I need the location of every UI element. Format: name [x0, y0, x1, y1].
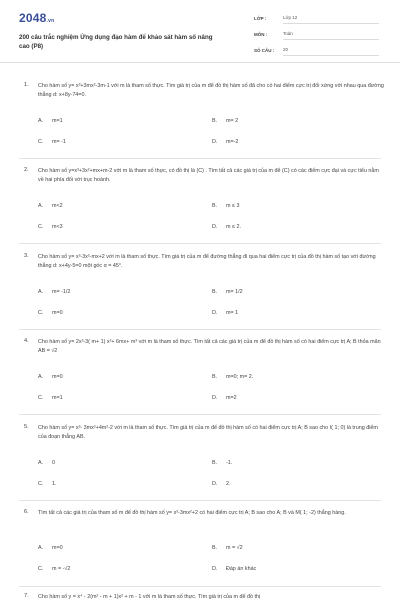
- option-value: m=0: [52, 545, 63, 551]
- option-c[interactable]: [38, 139, 66, 145]
- divider: [19, 158, 381, 159]
- question-text: Cho hàm số y= x³+3mx²-3m-1 với m là tham số thực. Tìm giá trị của m để đồ thị hàm số đã cho có hai điểm cực trị đối xứng với nhau qua đường thẳng d: x+8y-74=0.: [38, 83, 384, 98]
- option-label: C.: [38, 139, 44, 145]
- question-number: 7.: [24, 593, 29, 599]
- option-c[interactable]: [38, 481, 57, 487]
- meta-label-count: SỐ CÂU :: [254, 48, 275, 53]
- option-a[interactable]: [38, 118, 63, 124]
- divider: [19, 500, 381, 501]
- option-value: m ≤ 3: [226, 203, 240, 209]
- question-2: [24, 167, 384, 239]
- question-number: 6.: [24, 509, 29, 515]
- option-b[interactable]: [212, 460, 232, 466]
- question-text: Cho hàm số y= x³-3x²-mx+2 với m là tham số thực. Tìm giá trị của m để đường thẳng đi qua hai điểm cực trị của đồ thị hàm số tạo với đường thẳng d: x+4y-5=0 một góc α = 45°.: [38, 254, 376, 269]
- option-value: m=1: [52, 395, 63, 401]
- question-number: 1.: [24, 82, 29, 88]
- option-b[interactable]: [212, 374, 253, 380]
- option-d[interactable]: [212, 566, 256, 572]
- divider: [19, 414, 381, 415]
- option-value: -1.: [226, 460, 233, 466]
- option-label: B.: [212, 460, 218, 466]
- option-b[interactable]: [212, 118, 238, 124]
- option-value: m = √2: [226, 545, 243, 551]
- option-label: C.: [38, 481, 44, 487]
- option-c[interactable]: [38, 395, 63, 401]
- option-label: D.: [212, 224, 218, 230]
- option-label: B.: [212, 118, 218, 124]
- option-label: D.: [212, 481, 218, 487]
- option-b[interactable]: [212, 545, 243, 551]
- option-value: m= 1/2: [226, 289, 243, 295]
- divider: [19, 243, 381, 244]
- option-c[interactable]: [38, 224, 63, 230]
- question-3: [24, 253, 384, 325]
- meta-value-class: Lớp 12: [283, 15, 379, 24]
- meta-value-subject: Toán: [283, 31, 379, 40]
- option-label: B.: [212, 374, 218, 380]
- option-value: m=-2: [226, 139, 239, 145]
- meta-label-class: LỚP :: [254, 16, 267, 21]
- option-label: D.: [212, 310, 218, 316]
- option-value: m= -1: [52, 139, 66, 145]
- question-text: Cho hàm số y= x³- 3mx²+4m²-2 với m là tham số thực. Tìm giá trị của m để đồ thị hàm số có hai điểm cực trị A; B sao cho I( 1; 0) là trung điểm của đoạn thẳng AB.: [38, 425, 378, 440]
- option-label: B.: [212, 289, 218, 295]
- option-value: m<2: [52, 203, 63, 209]
- question-1: [24, 82, 384, 154]
- option-label: B.: [212, 203, 218, 209]
- option-a[interactable]: [38, 203, 63, 209]
- option-value: m=0: [52, 374, 63, 380]
- option-c[interactable]: [38, 566, 70, 572]
- option-a[interactable]: [38, 545, 63, 551]
- option-value: m= -1/2: [52, 289, 71, 295]
- option-value: m ≤ 2.: [226, 224, 241, 230]
- meta-value-count: 20: [283, 47, 379, 56]
- option-d[interactable]: [212, 395, 237, 401]
- option-label: C.: [38, 310, 44, 316]
- question-6: [24, 509, 384, 581]
- option-d[interactable]: [212, 481, 231, 487]
- option-value: m= 2: [226, 118, 239, 124]
- question-text: Cho hàm số y=x³+3x²+mx+m-2 với m là tham số thực, có đồ thị là (C) . Tìm tất cả các giá trị của m để (C) có các điểm cực đại và cực tiểu nằm về hai phía đối với trục hoành.: [38, 168, 379, 183]
- option-label: A.: [38, 289, 44, 295]
- question-5: [24, 424, 384, 496]
- option-label: C.: [38, 395, 44, 401]
- question-number: 5.: [24, 424, 29, 430]
- option-value: m=0: [52, 310, 63, 316]
- meta-label-subject: MÔN :: [254, 32, 268, 37]
- logo-text: 2048: [19, 11, 47, 25]
- option-c[interactable]: [38, 310, 63, 316]
- option-b[interactable]: [212, 289, 243, 295]
- question-number: 3.: [24, 253, 29, 259]
- question-text: Cho hàm số y = x⁴ - 2(m² - m + 1)x² + m - 1 với m là tham số thực. Tìm giá trị của m để đồ thị: [38, 594, 261, 600]
- question-text: Cho hàm số y= 2x³-3( m+ 1) x²+ 6mx+ m³ với m là tham số thực. Tìm tất cả các giá trị của m để đồ thị hàm số có hai điểm cực trị A; B thỏa mãn AB = √2: [38, 339, 381, 354]
- divider: [19, 329, 381, 330]
- option-label: C.: [38, 224, 44, 230]
- option-label: A.: [38, 545, 44, 551]
- question-text: Tìm tất cả các giá trị của tham số m để đồ thị hàm số y= x³-3mx²+2 có hai điểm cực trị A; B sao cho A; B và M( 1; -2) thẳng hàng.: [38, 510, 346, 516]
- option-value: m=1: [52, 118, 63, 124]
- question-number: 2.: [24, 167, 29, 173]
- option-label: D.: [212, 139, 218, 145]
- option-value: m=0; m= 2.: [226, 374, 254, 380]
- logo-suffix: .vn: [46, 18, 55, 24]
- option-value: m= 1: [226, 310, 239, 316]
- option-label: A.: [38, 374, 44, 380]
- option-value: 2.: [226, 481, 231, 487]
- option-label: D.: [212, 395, 218, 401]
- option-value: m=2: [226, 395, 237, 401]
- option-label: A.: [38, 203, 44, 209]
- option-a[interactable]: [38, 374, 63, 380]
- divider: [19, 586, 381, 587]
- site-logo[interactable]: [19, 11, 54, 25]
- option-b[interactable]: [212, 203, 239, 209]
- page-title: 200 câu trắc nghiệm Ứng dụng đạo hàm để khảo sát hàm số nâng cao (P8): [19, 34, 213, 50]
- option-label: A.: [38, 460, 44, 466]
- option-a[interactable]: [38, 460, 55, 466]
- option-label: A.: [38, 118, 44, 124]
- option-label: C.: [38, 566, 44, 572]
- document-header: [0, 0, 400, 63]
- option-d[interactable]: [212, 310, 238, 316]
- option-d[interactable]: [212, 139, 238, 145]
- option-value: 0: [52, 460, 55, 466]
- option-label: B.: [212, 545, 218, 551]
- option-d[interactable]: [212, 224, 241, 230]
- option-value: Đáp án khác: [226, 566, 257, 572]
- option-label: D.: [212, 566, 218, 572]
- question-4: [24, 338, 384, 410]
- option-a[interactable]: [38, 289, 70, 295]
- question-7: [24, 593, 384, 600]
- option-value: 1.: [52, 481, 57, 487]
- option-value: m<3: [52, 224, 63, 230]
- question-number: 4.: [24, 338, 29, 344]
- option-value: m = -√2: [52, 566, 71, 572]
